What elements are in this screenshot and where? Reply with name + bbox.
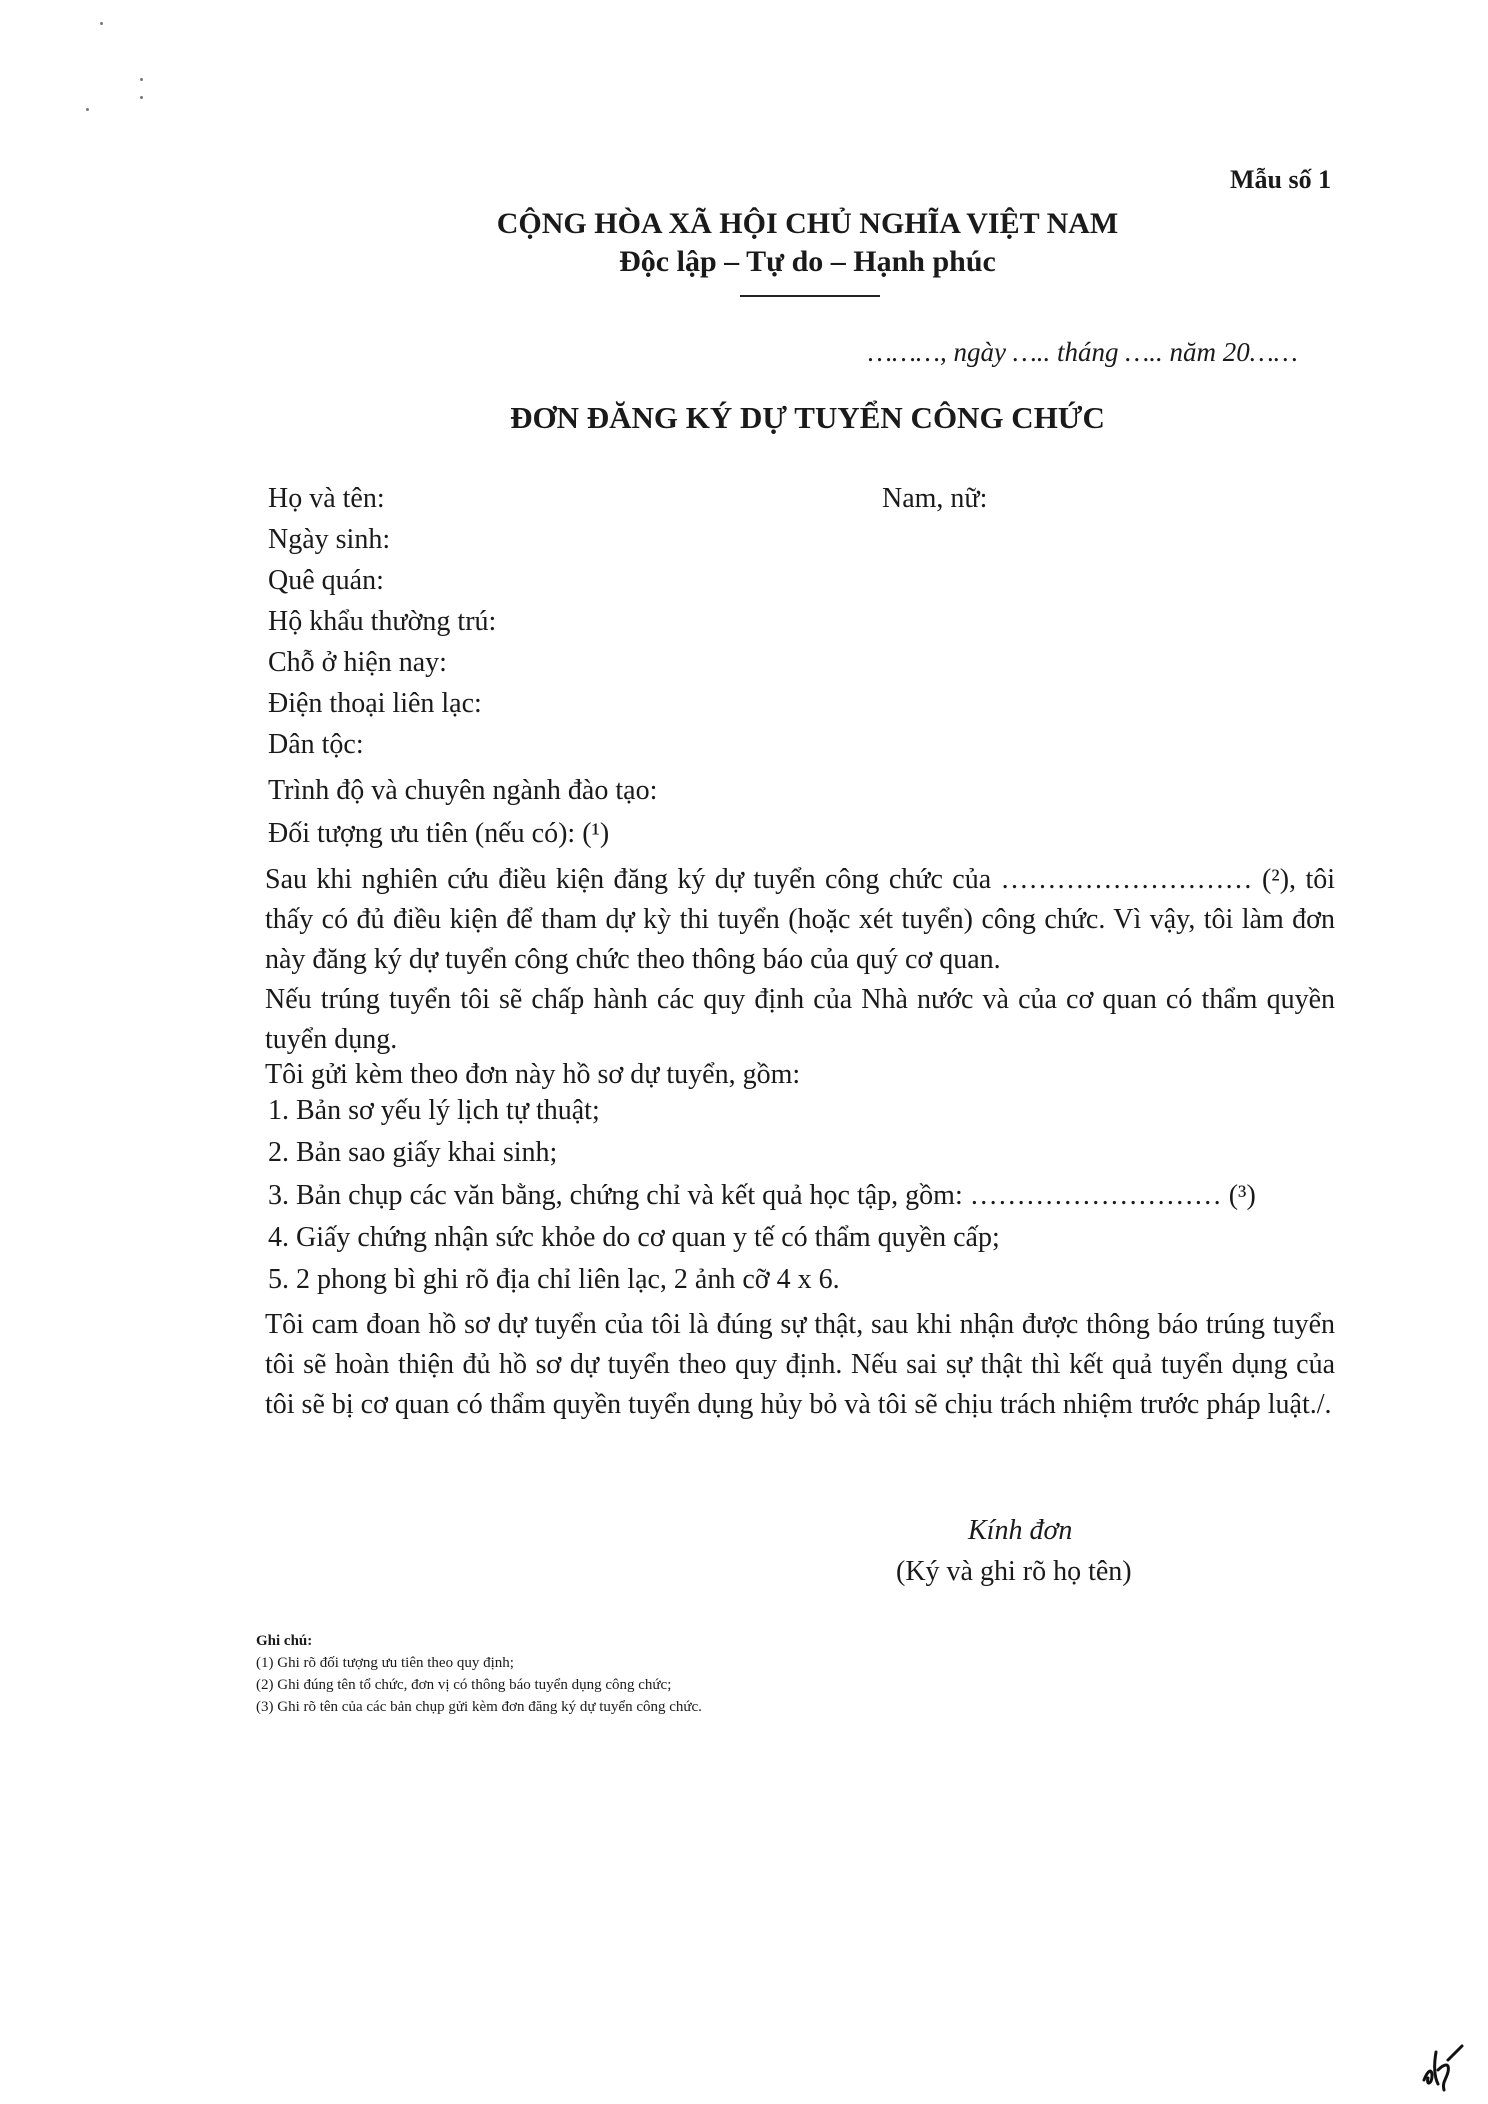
field-gender-label: Nam, nữ:: [882, 483, 988, 514]
document-title: ĐƠN ĐĂNG KÝ DỰ TUYỂN CÔNG CHỨC: [510, 400, 1105, 435]
scan-speck: [86, 108, 89, 111]
field-dob-label: Ngày sinh:: [268, 524, 391, 555]
national-motto: Độc lập – Tự do – Hạnh phúc: [619, 245, 996, 278]
form-number: Mẫu số 1: [1230, 165, 1332, 194]
field-priority-label: Đối tượng ưu tiên (nếu có): (¹): [268, 818, 610, 849]
motto-underline: [740, 295, 880, 297]
national-title: CỘNG HÒA XÃ HỘI CHỦ NGHĨA VIỆT NAM: [496, 207, 1119, 240]
field-residence-label: Hộ khẩu thường trú:: [268, 606, 497, 637]
list-item: 5. 2 phong bì ghi rõ địa chỉ liên lạc, 2 ảnh cỡ 4 x 6.: [268, 1264, 840, 1295]
field-ethnicity-label: Dân tộc:: [268, 729, 364, 760]
signature-closing: Kính đơn: [968, 1515, 1073, 1546]
field-name-label: Họ và tên:: [268, 483, 385, 514]
signature-instruction: (Ký và ghi rõ họ tên): [896, 1556, 1132, 1587]
scan-speck: [100, 22, 103, 25]
body-paragraph: Tôi cam đoan hồ sơ dự tuyển của tôi là đúng sự thật, sau khi nhận được thông báo trúng tuyển tôi sẽ hoàn thiện đủ hồ sơ dự tuyển theo quy định. Nếu sai sự thật thì kết quả tuyển dụng của tôi sẽ bị cơ quan có thẩm quyền tuyển dụng hủy bỏ và tôi sẽ chịu trách nhiệm trước pháp luật./.: [265, 1309, 1335, 1420]
date-line: ………, ngày ….. tháng ….. năm 20……: [868, 337, 1298, 367]
list-item: 1. Bản sơ yếu lý lịch tự thuật;: [268, 1095, 600, 1126]
field-phone-label: Điện thoại liên lạc:: [268, 688, 482, 719]
handwritten-initial-icon: [1418, 2040, 1468, 2096]
footnotes-title: Ghi chú:: [256, 1633, 313, 1649]
footnotes: [256, 1630, 702, 1718]
footnote-item: (2) Ghi đúng tên tổ chức, đơn vị có thông báo tuyển dụng công chức;: [256, 1677, 672, 1693]
scan-speck: [140, 78, 143, 81]
body-paragraph: Sau khi nghiên cứu điều kiện đăng ký dự tuyển công chức của ……………………… (²), tôi thấy có đủ điều kiện để tham dự kỳ thi tuyển (hoặc xét tuyển) công chức. Vì vậy, tôi làm đơn này đăng ký dự tuyển công chức theo thông báo của quý cơ quan.: [265, 864, 1335, 975]
field-current-address-label: Chỗ ở hiện nay:: [268, 647, 447, 678]
body-paragraph: Tôi gửi kèm theo đơn này hồ sơ dự tuyển, gồm:: [265, 1059, 801, 1090]
list-item: 2. Bản sao giấy khai sinh;: [268, 1137, 558, 1168]
list-item: 4. Giấy chứng nhận sức khỏe do cơ quan y tế có thẩm quyền cấp;: [268, 1222, 1000, 1253]
footnote-item: (3) Ghi rõ tên của các bản chụp gửi kèm đơn đăng ký dự tuyển công chức.: [256, 1699, 702, 1715]
footnote-item: (1) Ghi rõ đối tượng ưu tiên theo quy định;: [256, 1655, 514, 1671]
field-hometown-label: Quê quán:: [268, 565, 384, 596]
scan-speck: [140, 96, 143, 99]
field-education-label: Trình độ và chuyên ngành đào tạo:: [268, 775, 658, 806]
body-paragraph: Nếu trúng tuyển tôi sẽ chấp hành các quy định của Nhà nước và của cơ quan có thẩm quyền tuyển dụng.: [265, 984, 1335, 1055]
list-item: 3. Bản chụp các văn bằng, chứng chỉ và kết quả học tập, gồm: ……………………… (³): [268, 1180, 1256, 1211]
